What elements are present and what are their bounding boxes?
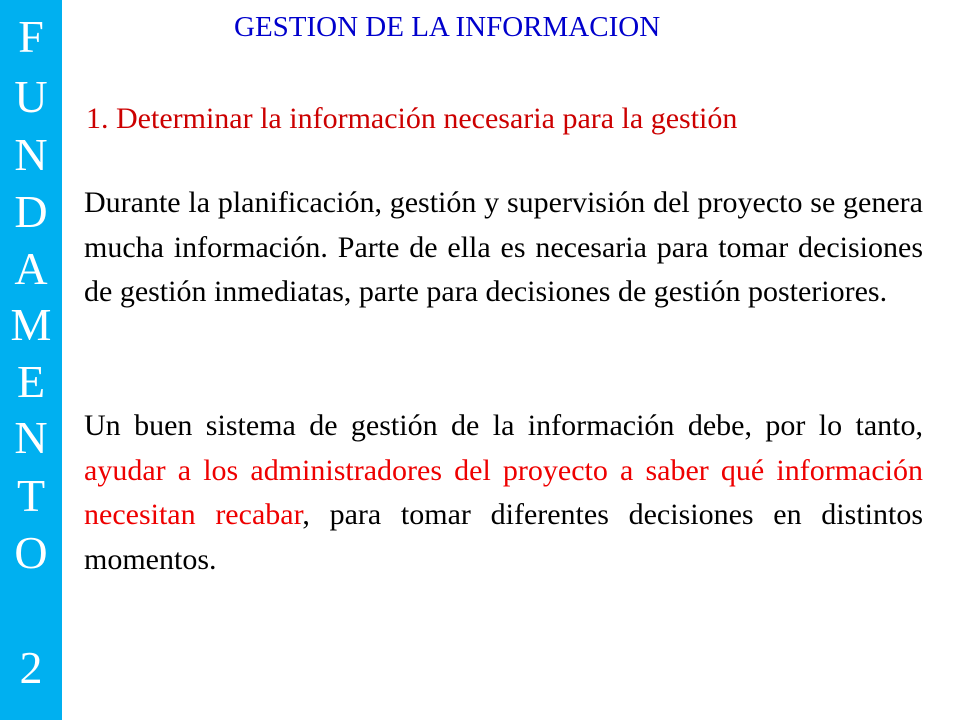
banner-letter: D: [14, 186, 48, 237]
banner-letter: O: [14, 527, 48, 578]
section-heading: 1. Determinar la información necesaria para la gestión: [86, 102, 738, 135]
banner-letter: M: [10, 299, 52, 350]
body-paragraph-2: [84, 404, 923, 582]
banner-letter: N: [14, 129, 48, 180]
page-title: GESTION DE LA INFORMACION: [234, 11, 661, 43]
banner-letter: E: [16, 356, 46, 407]
paragraph-text: Un buen sistema de gestión de la información debe, por lo tanto,: [84, 409, 923, 442]
banner-letter: N: [14, 412, 48, 463]
banner-letter: A: [14, 243, 48, 294]
body-paragraph-1: Durante la planificación, gestión y supervisión del proyecto se genera mucha información. Parte de ella es necesaria para tomar decisiones de gestión inmediatas, parte para decisiones de gestión posteriores.: [84, 186, 923, 308]
banner-letter: F: [18, 11, 44, 62]
paragraph-text: , para tomar diferentes decisiones en distintos momentos.: [84, 498, 923, 576]
banner-letter: T: [16, 470, 46, 521]
vertical-banner: [0, 0, 62, 720]
banner-letter: 2: [19, 642, 43, 693]
highlighted-text: ayudar a los administradores del proyecto a saber qué información necesitan recabar: [84, 453, 923, 531]
banner-letter: U: [14, 71, 48, 122]
